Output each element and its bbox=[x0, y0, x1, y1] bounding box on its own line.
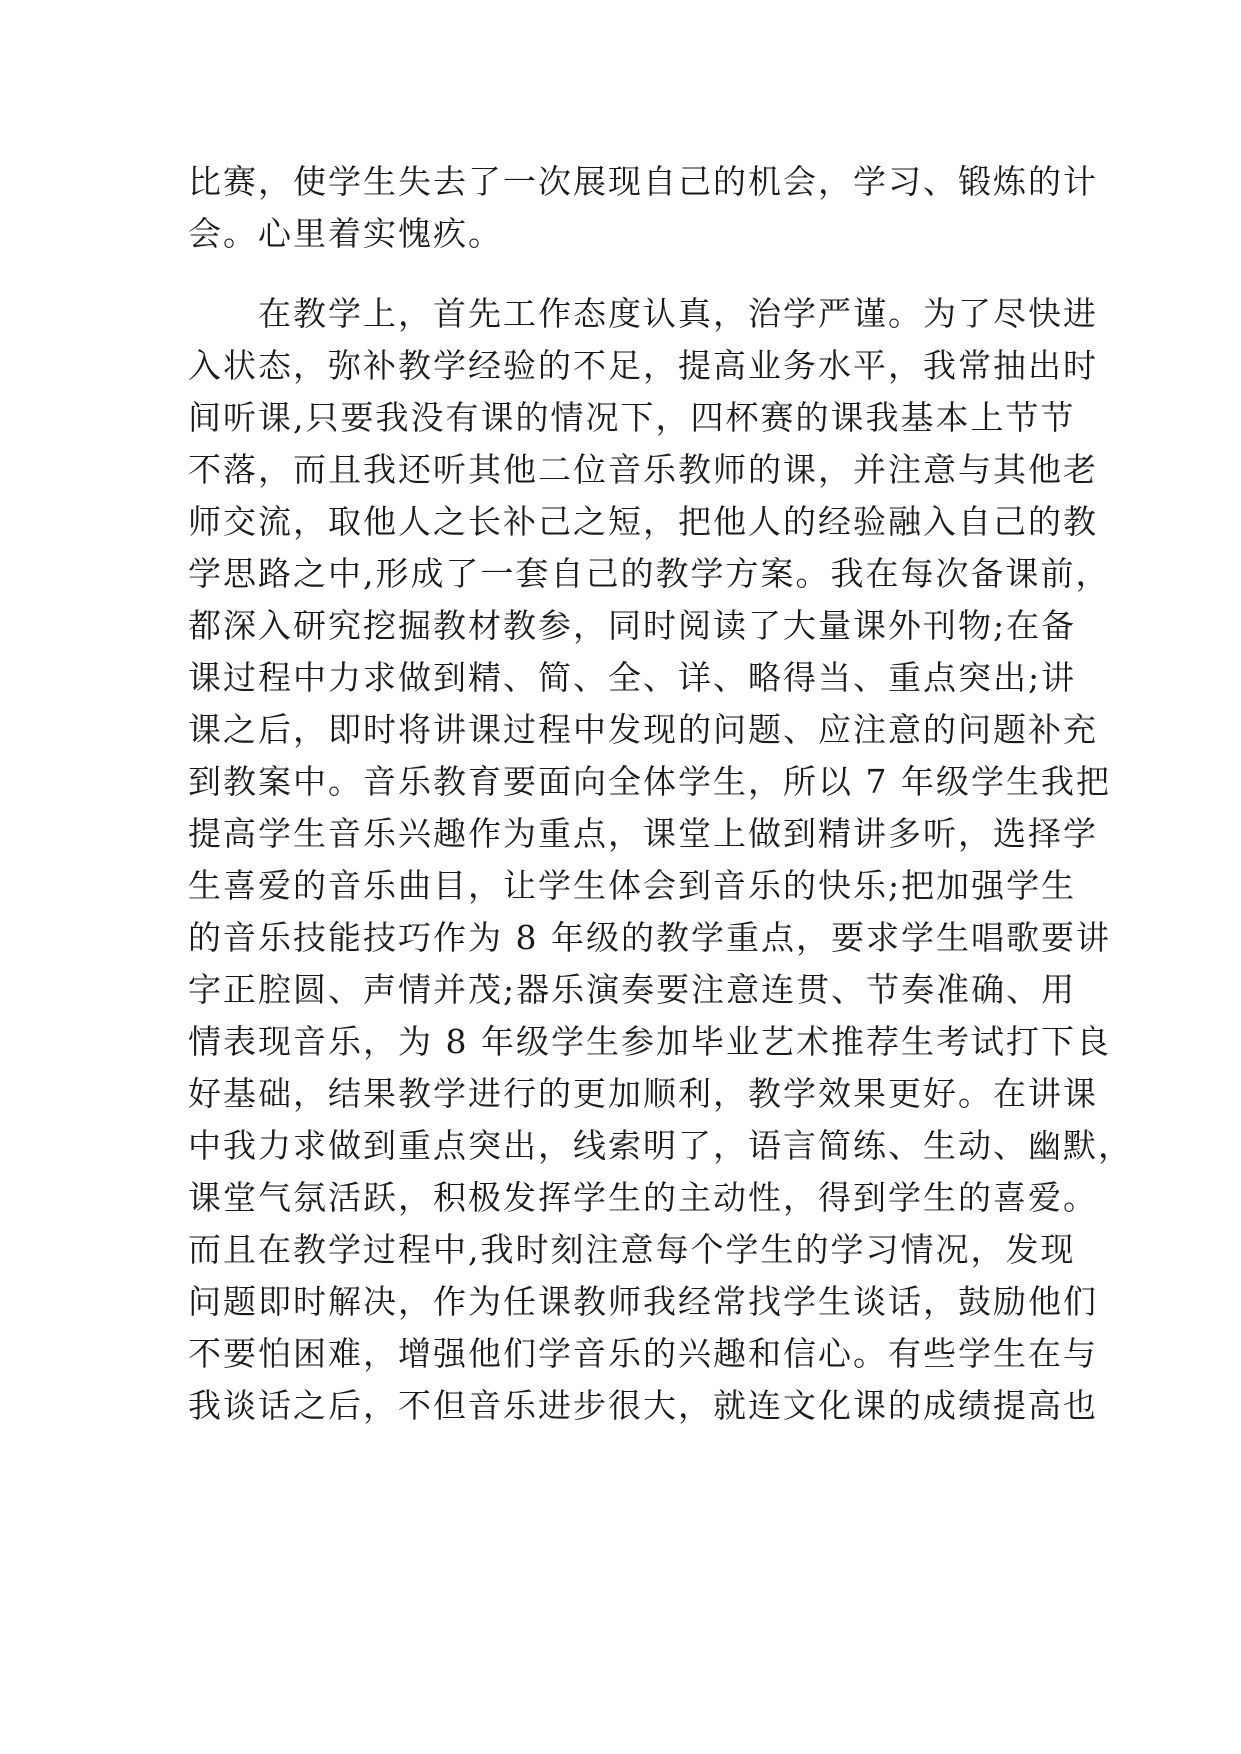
text-line: 课堂气氛活跃，积极发挥学生的主动性，得到学生的喜爱。 bbox=[188, 1178, 1098, 1217]
document-body bbox=[188, 156, 1133, 1432]
text-line: 会。心里着实愧疚。 bbox=[188, 214, 503, 253]
text-line: 入状态，弥补教学经验的不足，提高业务水平，我常抽出时 bbox=[188, 346, 1098, 385]
text-line: 不落，而且我还听其他二位音乐教师的课，并注意与其他老 bbox=[188, 450, 1098, 489]
text-line: 间听课,只要我没有课的情况下，四杯赛的课我基本上节节 bbox=[188, 398, 1076, 437]
text-line: 字正腔圆、声情并茂;器乐演奏要注意连贯、节奏准确、用 bbox=[188, 970, 1077, 1009]
text-line: 到教案中。音乐教育要面向全体学生，所以 7 年级学生我把 bbox=[188, 762, 1111, 801]
paragraph bbox=[188, 288, 1133, 1432]
text-line: 而且在教学过程中,我时刻注意每个学生的学习情况，发现 bbox=[188, 1230, 1076, 1269]
text-line: 中我力求做到重点突出，线索明了，语言简练、生动、幽默， bbox=[188, 1126, 1133, 1165]
text-line: 都深入研究挖掘教材教参，同时阅读了大量课外刊物;在备 bbox=[188, 606, 1077, 645]
paragraph bbox=[188, 156, 1098, 260]
text-line: 提高学生音乐兴趣作为重点，课堂上做到精讲多听，选择学 bbox=[188, 814, 1098, 853]
text-line: 师交流，取他人之长补己之短，把他人的经验融入自己的教 bbox=[188, 502, 1098, 541]
text-line: 课过程中力求做到精、简、全、详、略得当、重点突出;讲 bbox=[188, 658, 1077, 697]
text-line: 不要怕困难，增强他们学音乐的兴趣和信心。有些学生在与 bbox=[188, 1334, 1098, 1373]
text-line: 比赛，使学生失去了一次展现自己的机会，学习、锻炼的计 bbox=[188, 162, 1098, 201]
text-line: 情表现音乐，为 8 年级学生参加毕业艺术推荐生考试打下良 bbox=[188, 1022, 1111, 1061]
text-line: 好基础，结果教学进行的更加顺利，教学效果更好。在讲课 bbox=[188, 1074, 1098, 1113]
text-line: 课之后，即时将讲课过程中发现的问题、应注意的问题补充 bbox=[188, 710, 1098, 749]
text-line: 问题即时解决，作为任课教师我经常找学生谈话，鼓励他们 bbox=[188, 1282, 1098, 1321]
text-line: 我谈话之后，不但音乐进步很大，就连文化课的成绩提高也 bbox=[188, 1386, 1098, 1425]
text-line: 在教学上，首先工作态度认真，治学严谨。为了尽快进 bbox=[188, 294, 1098, 333]
text-line: 学思路之中,形成了一套自己的教学方案。我在每次备课前， bbox=[188, 554, 1111, 593]
text-line: 的音乐技能技巧作为 8 年级的教学重点，要求学生唱歌要讲 bbox=[188, 918, 1111, 957]
text-line: 生喜爱的音乐曲目，让学生体会到音乐的快乐;把加强学生 bbox=[188, 866, 1077, 905]
